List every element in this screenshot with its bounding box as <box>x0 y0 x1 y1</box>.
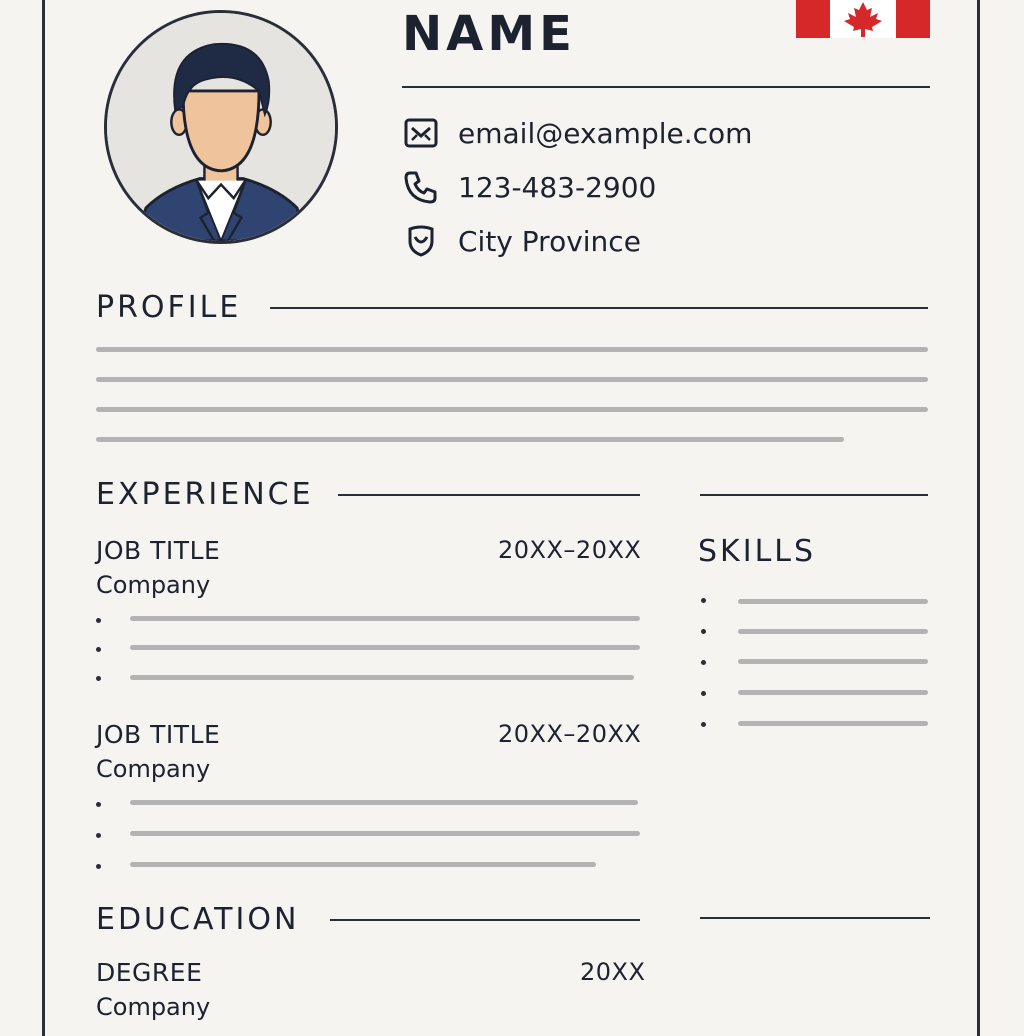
bullet-point <box>96 864 101 869</box>
skill-line <box>738 599 928 604</box>
experience-heading: EXPERIENCE <box>96 477 314 512</box>
bullet-point <box>96 618 101 623</box>
skill-line <box>738 721 928 726</box>
job-detail-line <box>130 800 638 805</box>
contact-email-row <box>402 113 752 153</box>
skills-heading: SKILLS <box>698 534 817 569</box>
job-detail-line <box>130 645 640 650</box>
right-column-rule <box>700 917 930 919</box>
bullet-point <box>96 647 101 652</box>
education-company: Company <box>96 993 211 1021</box>
candidate-name: NAME <box>402 6 576 62</box>
skill-line <box>738 659 928 664</box>
job-company: Company <box>96 755 211 783</box>
bullet-point <box>701 722 706 727</box>
profile-text-line <box>96 437 844 442</box>
education-year: 20XX <box>580 958 646 986</box>
degree-title: DEGREE <box>96 958 203 987</box>
job-title: JOB TITLE <box>96 536 221 565</box>
location-text: City Province <box>458 224 641 258</box>
bullet-point <box>701 598 706 603</box>
education-rule <box>330 919 640 921</box>
bullet-point <box>96 676 101 681</box>
job-company: Company <box>96 571 211 599</box>
bullet-point <box>701 660 706 665</box>
education-heading: EDUCATION <box>96 902 300 937</box>
skills-top-rule <box>700 494 928 496</box>
skill-line <box>738 629 928 634</box>
person-avatar-icon <box>107 13 335 241</box>
name-divider <box>402 86 930 88</box>
email-text[interactable]: email@example.com <box>458 116 753 150</box>
profile-text-line <box>96 377 928 382</box>
location-shield-icon <box>402 222 440 260</box>
job-detail-line <box>130 862 596 867</box>
skill-line <box>738 690 928 695</box>
job-dates: 20XX–20XX <box>498 720 642 748</box>
canada-flag-icon <box>796 0 930 38</box>
contact-location-row <box>402 221 641 261</box>
job-dates: 20XX–20XX <box>498 536 642 564</box>
experience-rule <box>338 494 640 496</box>
phone-text[interactable]: 123-483-2900 <box>458 170 657 204</box>
contact-phone-row <box>402 167 656 207</box>
bullet-point <box>96 833 101 838</box>
job-title: JOB TITLE <box>96 720 221 749</box>
job-detail-line <box>130 831 640 836</box>
profile-rule <box>270 307 928 309</box>
job-detail-line <box>130 675 634 680</box>
envelope-icon <box>402 114 440 152</box>
phone-icon <box>402 168 440 206</box>
profile-text-line <box>96 407 928 412</box>
bullet-point <box>701 629 706 634</box>
profile-text-line <box>96 347 928 352</box>
bullet-point <box>96 802 101 807</box>
bullet-point <box>701 691 706 696</box>
profile-heading: PROFILE <box>96 290 242 325</box>
avatar <box>104 10 338 244</box>
job-detail-line <box>130 616 640 621</box>
